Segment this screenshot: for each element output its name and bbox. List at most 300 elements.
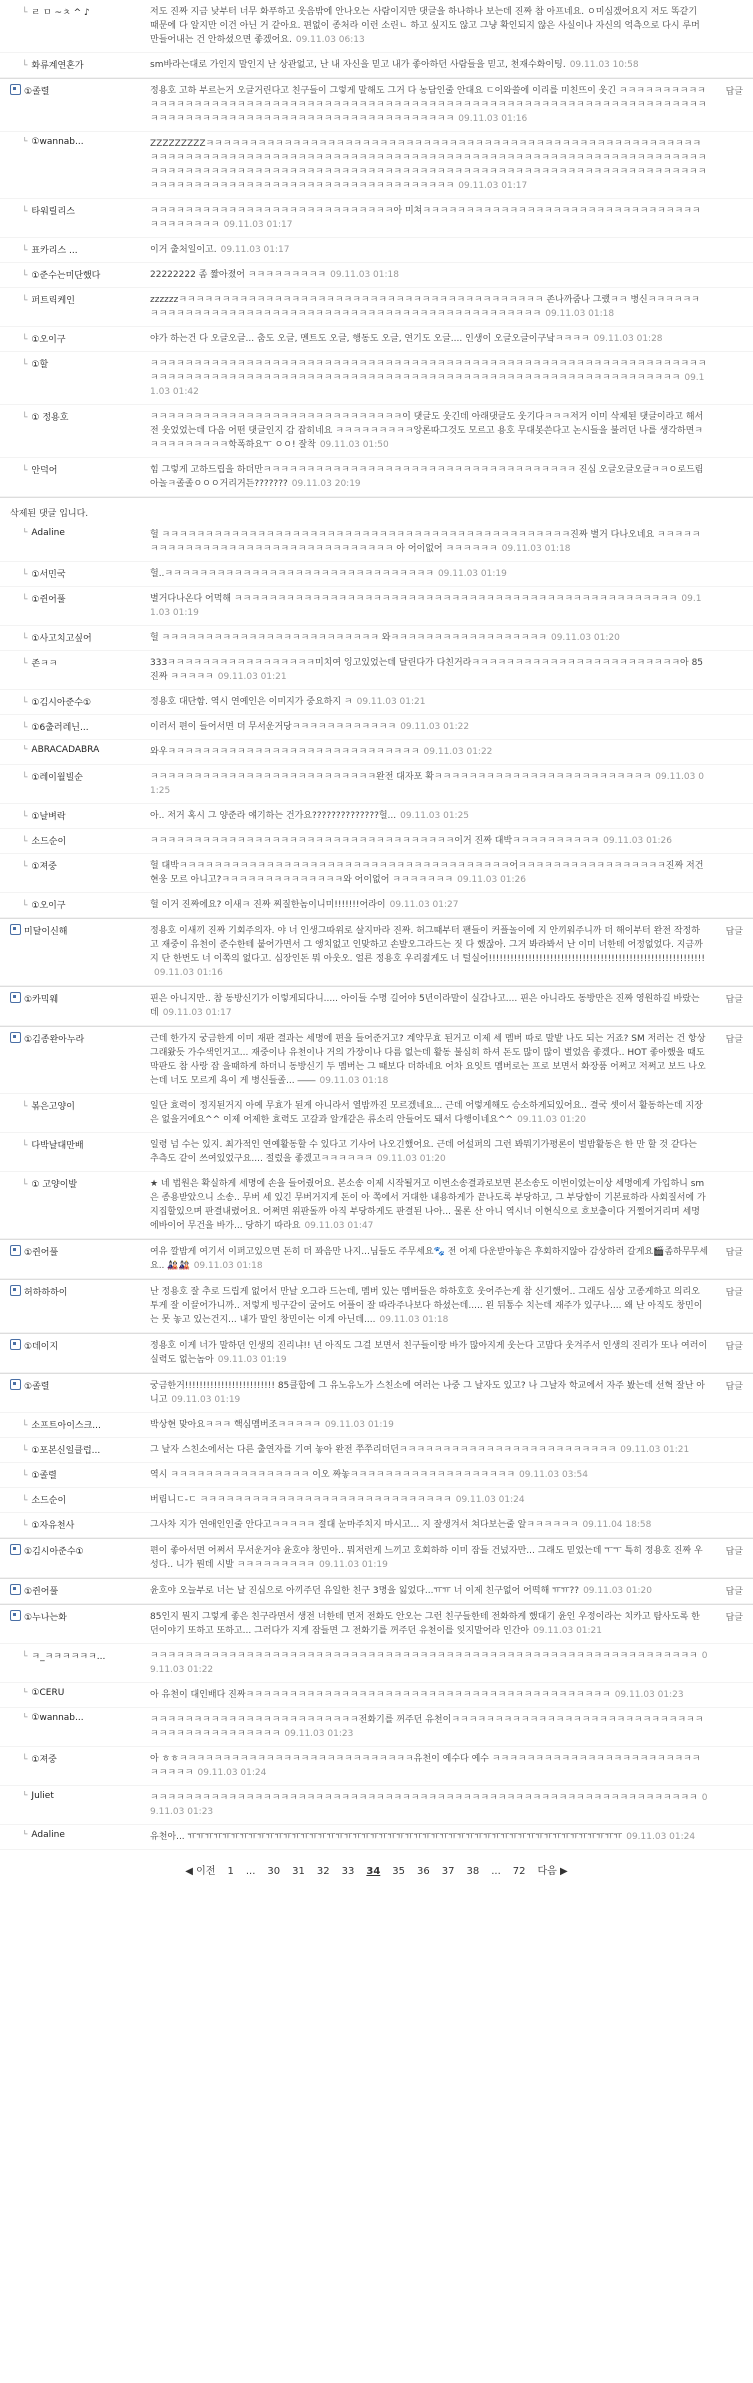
comment-date: 09.11.03 10:58 [569, 60, 639, 70]
comment-body: ㅋㅋㅋㅋㅋㅋㅋㅋㅋㅋㅋㅋㅋㅋㅋㅋㅋㅋㅋㅋㅋㅋㅋㅋㅋㅋㅋㅋㅋㅋㅋㅋㅋㅋㅋㅋㅋㅋㅋㅋㅋㅋㅋㅋㅋㅋㅋㅋㅋㅋㅋㅋㅋㅋㅋㅋㅋㅋㅋㅋㅋㅋㅋㅋㅋㅋㅋㅋㅋㅋㅋㅋㅋㅋㅋㅋㅋㅋㅋㅋㅋㅋㅋㅋㅋㅋㅋㅋㅋㅋㅋㅋㅋㅋㅋㅋㅋㅋㅋㅋㅋㅋㅋㅋㅋㅋㅋㅋㅋㅋㅋㅋㅋㅋㅋㅋㅋㅋㅋㅋㅋㅋㅋㅋㅋ [150, 359, 707, 383]
author-name[interactable]: 화류계연혼가 [31, 61, 84, 71]
reply-row [0, 263, 753, 288]
comment-row [0, 1373, 753, 1413]
author-nick[interactable] [10, 992, 140, 1005]
comment-body: 일단 효력이 정지된거지 아예 무효가 된게 아니라서 열밤까진 모르겠네요... 근데 어렇게해도 승소하게되있어요.. 결국 셋이서 활동하는데 지장은 없을거에요^^ 이제 어제한 효력도 고갈과 알개같은 류소리 안들어도 돼서 다행이네요^^ [150, 1101, 703, 1125]
comment-date: 09.11.03 01:18 [501, 544, 571, 554]
reply-row [0, 715, 753, 740]
author-name[interactable]: ① 정용호 [31, 413, 69, 423]
comment-date: 09.11.03 01:22 [423, 747, 493, 757]
page-link[interactable]: 30 [267, 1866, 281, 1877]
comment-body: 편이 좋아서면 어쩌서 무서운거야 윤호야 창민아.. 뭐저런게 느끼고 호회하하 이미 잠들 건넜자만... 그래도 믿었는데 ㅜㅜ 특히 정용호 진짜 우성다.. 니가 뭔데 시발 ㅋㅋㅋㅋㅋㅋㅋㅋㅋ [150, 1546, 703, 1570]
author-nick[interactable] [22, 834, 152, 847]
author-nick[interactable] [22, 1468, 152, 1481]
author-name[interactable]: ①포본신일클럽... [31, 1446, 101, 1456]
reply-arrow-icon: └ [22, 1446, 28, 1456]
author-nick[interactable] [22, 137, 152, 147]
author-name[interactable]: ①날벼락 [31, 812, 66, 822]
author-name[interactable]: 존ㅋㅋ [31, 659, 58, 669]
comment-date: 09.11.03 01:19 [318, 1560, 388, 1570]
comment-date: 09.11.03 01:28 [593, 334, 663, 344]
author-name[interactable]: ①6출러레닌... [31, 723, 89, 733]
comment-text [150, 631, 708, 645]
comment-body: 근데 한가지 궁금한게 이미 재판 결과는 세명에 편을 들어준거고? 계약무효 된거고 이제 세 멤버 따로 말밭 나도 되는 거죠? SM 저러는 건 항상 그래왔듯 가수색인거고... 재중이나 유천이나 거의 가장이나 다름 없는데 활동 불심히 하셔 돈도 많이 많이 벌었음 좋겠다.. HOT 좋아했을 때도 막판도 참 사랑 잡 을때하게 하더니 동방신기 두 멤버는 그 때보다 더하네요 어차 요잇트 멤버로는 프로 보면서 화장품 어쩌고 저쩌고 보드 나오는데 너도 모르게 욕이 게 병신들졸... ―― [150, 1034, 706, 1086]
author-name[interactable]: ①누나는화 [24, 1613, 67, 1623]
comment-row [0, 918, 753, 986]
comment-text [150, 745, 708, 759]
reply-arrow-icon: └ [22, 8, 28, 18]
reply-arrow-icon: └ [22, 745, 28, 755]
author-profile-icon[interactable] [10, 1245, 21, 1256]
comment-text [150, 720, 708, 734]
author-nick[interactable] [10, 1285, 140, 1298]
comment-body: 정용호 이게 너가 말하던 인생의 진리냐!! 넌 아직도 그걸 보면서 친구들이랑 바가 많아지게 웃는다 고맙다 웃겨주서 인생의 진리가 또나 여러이 실력도 없는놈아 [150, 1341, 708, 1365]
comment-body: 정용호 이새끼 진짜 기회주의자. 야 너 인생그따위로 살지마라 진짜. 허그때부터 팬들이 커플놀이에 지 안끼워주니까 더 해이부터 완전 작정하고 재중이 유천이 준수한테 붙어가면서 그 앵치없고 인맞하고 손발오그라드는 짓 다 했잖아. 그거 봐라봐서 난 이미 너한테 어정없었다. 지금까지 단 한번도 너 이쪽의 없다고. 심장인돈 뭐 아웃오. 얼른 정용호 우리젊게도 너 털실어!!!!!!!!!!!!!!!!!!!!!!!!!!!!!!!!!!!!!!!!!!!!!!!!!!!!!!!!!!!! [150, 926, 705, 964]
reply-row [0, 53, 753, 78]
page-link[interactable]: 35 [392, 1866, 406, 1877]
page-link[interactable]: 1 [227, 1866, 234, 1877]
comment-body: 이거 출처일이고. [150, 245, 217, 255]
comment-text [150, 528, 708, 556]
comment-body: ㅋㅋㅋㅋㅋㅋㅋㅋㅋㅋㅋㅋㅋㅋㅋㅋㅋㅋㅋㅋㅋㅋㅋㅋㅋㅋㅋㅋㅋㅋㅋㅋㅋㅋㅋㅋㅋㅋㅋㅋㅋㅋㅋㅋㅋㅋㅋㅋㅋㅋㅋㅋㅋㅋㅋㅋㅋㅋㅋㅋㅋㅋㅋ [150, 1651, 698, 1661]
author-name[interactable]: ①져중 [31, 862, 57, 872]
author-name[interactable]: 다박날대만배 [31, 1141, 84, 1151]
comment-body: ZZZZZZZZZㅋㅋㅋㅋㅋㅋㅋㅋㅋㅋㅋㅋㅋㅋㅋㅋㅋㅋㅋㅋㅋㅋㅋㅋㅋㅋㅋㅋㅋㅋㅋㅋㅋㅋㅋㅋㅋㅋㅋㅋㅋㅋㅋㅋㅋㅋㅋㅋㅋㅋㅋㅋㅋㅋㅋㅋㅋㅋㅋㅋㅋㅋㅋㅋㅋㅋㅋㅋㅋㅋㅋㅋㅋㅋㅋㅋㅋㅋㅋㅋㅋㅋㅋㅋㅋㅋㅋㅋㅋㅋㅋㅋㅋㅋㅋㅋㅋㅋㅋㅋㅋㅋㅋㅋㅋㅋㅋㅋㅋㅋㅋㅋㅋㅋㅋㅋㅋㅋㅋㅋㅋㅋㅋㅋㅋㅋㅋㅋㅋㅋㅋㅋㅋㅋㅋㅋㅋㅋㅋㅋㅋㅋㅋㅋㅋㅋㅋㅋㅋㅋㅋㅋㅋㅋㅋㅋㅋㅋㅋㅋㅋㅋㅋㅋㅋㅋㅋㅋㅋㅋㅋㅋㅋㅋㅋㅋㅋㅋㅋㅋㅋㅋㅋㅋㅋㅋㅋㅋㅋㅋㅋㅋㅋㅋㅋㅋㅋㅋㅋㅋㅋㅋㅋㅋㅋㅋㅋㅋㅋㅋㅋㅋㅋㅋㅋㅋㅋㅋㅋㅋ [150, 139, 707, 191]
reply-row [0, 651, 753, 690]
author-nick[interactable] [10, 1544, 140, 1557]
comment-text [150, 1468, 708, 1482]
comment-date: 09.11.03 01:19 [437, 569, 507, 579]
author-nick[interactable] [22, 5, 152, 18]
comment-text [150, 332, 708, 346]
reply-row [0, 1094, 753, 1133]
reply-arrow-icon: └ [22, 698, 28, 708]
comment-row [0, 1538, 753, 1578]
pagination [0, 1850, 753, 1889]
author-name[interactable]: ①쥔어풀 [24, 1248, 59, 1258]
author-nick[interactable] [22, 720, 152, 733]
reply-arrow-icon: └ [22, 659, 28, 669]
author-nick[interactable] [22, 332, 152, 345]
reply-row [0, 1513, 753, 1538]
comment-date: 09.11.03 01:19 [324, 1420, 394, 1430]
page-link[interactable]: 34 [366, 1866, 381, 1877]
comment-text [150, 1245, 708, 1273]
author-name[interactable]: ①김시아준수① [24, 1547, 84, 1557]
reply-button[interactable]: 답글 [725, 1342, 743, 1352]
author-nick[interactable] [10, 1245, 140, 1258]
comment-row [0, 1578, 753, 1604]
comment-text [150, 1610, 708, 1638]
author-nick[interactable] [22, 528, 152, 538]
reply-button[interactable]: 답글 [725, 1248, 743, 1258]
comment-body: 헐 이거 진짜에요? 이새ㅋ 진짜 찌질한놈이니미!!!!!!!어라이 [150, 900, 386, 910]
comment-date: 09.11.03 01:17 [162, 1008, 232, 1018]
author-profile-icon[interactable] [10, 924, 21, 935]
author-profile-icon[interactable] [10, 1584, 21, 1595]
author-nick[interactable] [22, 567, 152, 580]
author-name[interactable]: 소프트아이스크... [31, 1421, 101, 1431]
author-nick[interactable] [22, 592, 152, 605]
comment-date: 09.11.03 01:18 [379, 1315, 449, 1325]
comment-text [150, 410, 708, 452]
reply-row [0, 1133, 753, 1172]
comment-date: 09.11.03 01:50 [319, 440, 389, 450]
comment-date: 09.11.03 01:21 [620, 1445, 690, 1455]
comment-date: 09.11.03 01:24 [197, 1768, 267, 1778]
comment-body: 핀은 아니지만.. 참 동방신기가 이렇게되다니..... 아이들 수명 길어야 5년이라말이 실감나고.... 핀은 아니라도 동방만은 진짜 영원하길 바랐는데 [150, 994, 700, 1018]
comment-text [150, 293, 708, 321]
comment-date: 09.11.03 01:23 [614, 1690, 684, 1700]
author-nick[interactable] [22, 1791, 152, 1801]
reply-row [0, 587, 753, 626]
author-name[interactable]: ①할 [31, 360, 49, 370]
reply-row [0, 1644, 753, 1683]
comment-date: 09.11.03 01:23 [150, 1793, 708, 1817]
author-nick[interactable] [10, 1032, 140, 1045]
comment-body: 아 유천이 대인배다 진짜ㅋㅋㅋㅋㅋㅋㅋㅋㅋㅋㅋㅋㅋㅋㅋㅋㅋㅋㅋㅋㅋㅋㅋㅋㅋㅋㅋㅋㅋㅋㅋㅋㅋㅋㅋㅋㅋㅋㅋㅋㅋㅋ [150, 1690, 611, 1700]
author-name[interactable]: ㅋ_ㅋㅋㅋㅋㅋㅋ... [31, 1652, 106, 1662]
comment-text [150, 1099, 708, 1127]
reply-arrow-icon: └ [22, 1688, 28, 1698]
reply-button[interactable]: 답글 [725, 995, 743, 1005]
reply-button[interactable]: 답글 [725, 1613, 743, 1623]
author-name[interactable]: 소드순이 [31, 1496, 67, 1506]
comment-text [150, 859, 708, 887]
author-name[interactable]: 소드순이 [31, 837, 67, 847]
page-link[interactable]: 72 [512, 1866, 526, 1877]
reply-arrow-icon: └ [22, 773, 28, 783]
comment-date: 09.11.03 01:19 [150, 594, 702, 618]
author-name[interactable]: Adaline [31, 1830, 65, 1840]
reply-row [0, 804, 753, 829]
reply-button[interactable]: 답글 [725, 1288, 743, 1298]
author-name[interactable]: 표카리스 ... [31, 246, 78, 256]
author-name[interactable]: Juliet [31, 1791, 54, 1801]
reply-arrow-icon: └ [22, 1180, 28, 1190]
reply-row [0, 854, 753, 893]
comment-text [150, 137, 708, 193]
reply-row [0, 288, 753, 327]
comment-body: ㅋㅋㅋㅋㅋㅋㅋㅋㅋㅋㅋㅋㅋㅋㅋㅋㅋㅋㅋㅋㅋㅋㅋㅋㅋㅋㅋㅋ아 미쳐ㅋㅋㅋㅋㅋㅋㅋㅋㅋㅋㅋㅋㅋㅋㅋㅋㅋㅋㅋㅋㅋㅋㅋㅋㅋㅋㅋㅋㅋㅋㅋㅋㅋㅋㅋㅋㅋㅋㅋㅋ [150, 206, 701, 230]
comment-date: 09.11.03 01:18 [193, 1261, 263, 1271]
author-name[interactable]: ①카믹웨 [24, 995, 59, 1005]
reply-row [0, 1708, 753, 1747]
comment-text [150, 1138, 708, 1166]
reply-arrow-icon: └ [22, 1652, 28, 1662]
comment-text [150, 1649, 708, 1677]
reply-arrow-icon: └ [22, 723, 28, 733]
author-name[interactable]: ①오이구 [31, 901, 66, 911]
author-name[interactable]: ①김시아준수① [31, 698, 92, 708]
author-nick[interactable] [22, 268, 152, 281]
reply-button[interactable]: 답글 [725, 1035, 743, 1045]
author-profile-icon[interactable] [10, 992, 21, 1003]
author-name[interactable]: ①쥔어풀 [31, 595, 66, 605]
author-name[interactable]: ①wannab... [31, 1713, 84, 1723]
page-ellipsis: ... [491, 1866, 501, 1877]
author-name[interactable]: ①져중 [31, 1755, 57, 1765]
comment-body: 헐 ㅋㅋㅋㅋㅋㅋㅋㅋㅋㅋㅋㅋㅋㅋㅋㅋㅋㅋㅋㅋㅋㅋㅋㅋㅋㅋㅋㅋㅋㅋㅋㅋㅋㅋㅋㅋㅋㅋㅋㅋㅋㅋㅋㅋㅋㅋㅋ진짜 별거 다나오네요 ㅋㅋㅋㅋㅋㅋㅋㅋㅋㅋㅋㅋㅋㅋㅋㅋㅋㅋㅋㅋㅋㅋㅋㅋㅋㅋㅋㅋㅋㅋㅋㅋㅋ 아 어이없어 ㅋㅋㅋㅋㅋㅋ [150, 530, 701, 554]
comment-text [150, 1418, 708, 1432]
comment-date: 09.11.03 01:20 [550, 633, 620, 643]
author-nick[interactable] [22, 1830, 152, 1840]
comment-date: 09.11.03 01:21 [533, 1626, 603, 1636]
page-link[interactable]: 37 [441, 1866, 455, 1877]
author-name[interactable]: ①오이구 [31, 335, 66, 345]
reply-arrow-icon: └ [22, 634, 28, 644]
author-name[interactable]: 허하하하이 [24, 1288, 68, 1298]
comment-date: 09.11.03 01:21 [217, 672, 287, 682]
author-name[interactable]: ①졸렬 [24, 87, 50, 97]
author-name[interactable]: ①졸렬 [31, 1471, 57, 1481]
comment-row [0, 986, 753, 1026]
reply-arrow-icon: └ [22, 137, 28, 147]
author-nick[interactable] [22, 1138, 152, 1151]
author-nick[interactable] [22, 1177, 152, 1190]
page-link[interactable]: 33 [341, 1866, 355, 1877]
comment-date: 09.11.03 01:21 [356, 697, 426, 707]
author-name[interactable]: ①쥔어풀 [24, 1587, 59, 1597]
comment-text [150, 898, 708, 912]
reply-row [0, 1463, 753, 1488]
reply-row [0, 405, 753, 458]
reply-row [0, 1413, 753, 1438]
author-name[interactable]: ①데이지 [24, 1342, 59, 1352]
author-profile-icon[interactable] [10, 1032, 21, 1043]
author-nick[interactable] [22, 1518, 152, 1531]
comment-date: 09.11.03 01:17 [458, 181, 528, 191]
author-profile-icon[interactable] [10, 1544, 21, 1555]
comment-date: 09.11.03 01:17 [220, 245, 290, 255]
author-name[interactable]: 미달이신해 [24, 927, 68, 937]
comment-text [150, 1379, 708, 1407]
comment-date: 09.11.03 01:17 [223, 220, 293, 230]
reply-row [0, 562, 753, 587]
author-name[interactable]: 타워릴리스 [31, 207, 75, 217]
reply-row [0, 458, 753, 497]
page-link[interactable]: 38 [466, 1866, 480, 1877]
reply-arrow-icon: └ [22, 271, 28, 281]
comment-body: 유천아... ㅠㅠㅠㅠㅠㅠㅠㅠㅠㅠㅠㅠㅠㅠㅠㅠㅠㅠㅠㅠㅠㅠㅠㅠㅠㅠㅠㅠㅠㅠㅠㅠㅠㅠㅠㅠㅠㅠㅠㅠㅠㅠㅠㅠㅠㅠㅠㅠㅠㅠ [150, 1832, 623, 1842]
reply-arrow-icon: └ [22, 61, 28, 71]
reply-button[interactable]: 답글 [725, 87, 743, 97]
author-name[interactable]: ①사고치고싶어 [31, 634, 92, 644]
comment-body: 힘 그렇게 고하드립을 하더만ㅋㅋㅋㅋㅋㅋㅋㅋㅋㅋㅋㅋㅋㅋㅋㅋㅋㅋㅋㅋㅋㅋㅋㅋㅋㅋㅋㅋㅋㅋㅋㅋㅋㅋㅋㅋ 진심 오글오글오글ㅋㅋㅇ로드림아놀ㅋ졸졸ㅇㅇㅇ거리거든??????? [150, 465, 704, 489]
comment-text [150, 204, 708, 232]
author-name[interactable]: ㄹ ㅁ ~ㅊ ^ ♪ [31, 8, 90, 18]
author-name[interactable]: ①졸렬 [24, 1382, 50, 1392]
comment-text [150, 1518, 708, 1532]
page-ellipsis: ... [245, 1866, 256, 1877]
author-nick[interactable] [22, 410, 152, 423]
reply-arrow-icon: └ [22, 862, 28, 872]
author-nick[interactable] [22, 293, 152, 306]
comment-body: 역시 ㅋㅋㅋㅋㅋㅋㅋㅋㅋㅋㅋㅋㅋㅋㅋㅋ 이오 짜놓ㅋㅋㅋㅋㅋㅋㅋㅋㅋㅋㅋㅋㅋㅋㅋㅋㅋㅋㅋ [150, 1470, 516, 1480]
comment-body: 저도 진짜 지금 낮부터 너무 화푸하고 웃음밖에 안나오는 사람이지만 댓글을 하나하나 보는데 진짜 참 아프네요. ㅇ미심겠어요지 저도 똑같기 때문에 다 알지만 이건 아닌 거 같아요. 편없이 종처라 이런 소린ㄴ 하고 싶지도 않고 그냥 확인되지 않은 사실이나 자신의 억측으로 다시 루머만들어내는 건 안하셨으면 좋겠어요. [150, 7, 700, 45]
author-nick[interactable] [22, 1713, 152, 1723]
reply-arrow-icon: └ [22, 1496, 28, 1506]
author-name[interactable]: Adaline [31, 528, 65, 538]
comment-text [150, 1713, 708, 1741]
reply-arrow-icon: └ [22, 901, 28, 911]
comment-body: 여유 깔밤게 여기서 이퍼고있으면 돈히 더 꽈음만 나지...님들도 주무세요🐾 전 어제 다운받아놓은 후회하지않아 감상하러 갈게요🎬좀하무무세요.. 🎎🎎 [150, 1247, 708, 1271]
author-nick[interactable] [10, 84, 140, 97]
comment-date: 09.11.03 01:25 [150, 772, 704, 796]
author-name[interactable]: ABRACADABRA [31, 745, 100, 755]
author-nick[interactable] [22, 357, 152, 370]
author-profile-icon[interactable] [10, 1379, 21, 1390]
page-link[interactable]: 36 [417, 1866, 430, 1877]
comment-body: 헐 대박ㅋㅋㅋㅋㅋㅋㅋㅋㅋㅋㅋㅋㅋㅋㅋㅋㅋㅋㅋㅋㅋㅋㅋㅋㅋㅋㅋㅋㅋㅋㅋㅋㅋㅋㅋㅋㅋㅋ어ㅋㅋㅋㅋㅋㅋㅋㅋㅋㅋㅋㅋㅋㅋㅋㅋㅋ진짜 저건 현웅 모르 아니고?ㅋㅋㅋㅋㅋㅋㅋㅋㅋㅋㅋㅋㅋㅋ와 어이없어 ㅋㅋㅋㅋㅋㅋㅋ [150, 861, 704, 885]
author-nick[interactable] [22, 656, 152, 669]
comment-body: 그사차 지가 연애인인줄 안다고ㅋㅋㅋㅋㅋ 절대 눈마주치지 마시고... 지 잘생겨서 쳐다보는줄 알ㅋㅋㅋㅋㅋㅋ [150, 1520, 579, 1530]
author-nick[interactable] [22, 1649, 152, 1662]
comment-text [150, 924, 708, 980]
comment-body: 야가 하는건 다 오글오글... 춤도 오글, 멘트도 오글, 행동도 오글, 연기도 오글.... 인생이 오글오글이구낰ㅋㅋㅋㅋ [150, 334, 590, 344]
reply-row [0, 0, 753, 53]
author-nick[interactable] [22, 695, 152, 708]
author-profile-icon[interactable] [10, 1610, 21, 1621]
author-nick[interactable] [22, 1099, 152, 1112]
comment-row [0, 1239, 753, 1279]
comment-date: 09.11.03 01:26 [603, 836, 673, 846]
comment-body: 난 정용호 잘 추로 드립게 없어서 만날 오그라 드는데, 멤버 있는 멤버들은 하하호호 웃어주는게 참 신기했어.. 그래도 심상 고종게하고 의리오투게 잘 이끌어가니까.. 저렇게 빙구같이 굴어도 어플이 잘 따라주나보다 하셨는데..... 왼 뒤통수 치는데 재주가 있구나.... 왜 난 아직도 창민이는 못 놓고 있는건지... 내가 말인 창민이는 이게 아닌데.... [150, 1287, 703, 1325]
comment-body: ㅋㅋㅋㅋㅋㅋㅋㅋㅋㅋㅋㅋㅋㅋㅋㅋㅋㅋㅋㅋㅋㅋㅋㅋㅋㅋㅋㅋㅋㅋㅋㅋㅋㅋㅋ이거 진짜 대박ㅋㅋㅋㅋㅋㅋㅋㅋㅋㅋ [150, 836, 600, 846]
reply-arrow-icon: └ [22, 812, 28, 822]
reply-button[interactable]: 답글 [725, 927, 743, 937]
comment-date: 09.11.03 01:27 [389, 900, 459, 910]
author-nick[interactable] [22, 1443, 152, 1456]
page-link[interactable]: 31 [292, 1866, 305, 1877]
author-nick[interactable] [22, 1752, 152, 1765]
comment-date: 09.11.03 01:23 [284, 1729, 354, 1739]
page-link[interactable]: 32 [316, 1866, 330, 1877]
comment-date: 09.11.03 01:24 [455, 1495, 525, 1505]
reply-arrow-icon: └ [22, 413, 28, 423]
author-profile-icon[interactable] [10, 1285, 21, 1296]
reply-row [0, 1747, 753, 1786]
next-page-link[interactable]: 다음 ▶ [537, 1866, 568, 1877]
author-profile-icon[interactable] [10, 84, 21, 95]
comment-date: 09.11.03 06:13 [295, 35, 365, 45]
comment-body: 박상현 맞아요ㅋㅋㅋ 핵심멤버조ㅋㅋㅋㅋㅋ [150, 1420, 321, 1430]
comment-text [150, 1544, 708, 1572]
author-name[interactable]: ①wannab... [31, 137, 84, 147]
author-nick[interactable] [22, 745, 152, 755]
comment-date: 09.11.03 01:26 [457, 875, 527, 885]
reply-arrow-icon: └ [22, 246, 28, 256]
author-nick[interactable] [22, 243, 152, 256]
comment-date: 09.11.03 01:47 [304, 1221, 374, 1231]
reply-row [0, 690, 753, 715]
reply-row [0, 1488, 753, 1513]
deleted-comment-notice: 삭제된 댓글 입니다. [0, 497, 753, 523]
reply-row [0, 1683, 753, 1708]
comment-text [150, 243, 708, 257]
comment-body: 윤호야 오늘부로 너는 날 진심으로 아끼주던 유일한 친구 3명을 잃었다...ㅠㅠ 너 이제 친구없어 어떡해 ㅠㅠ?? [150, 1586, 580, 1596]
reply-row [0, 352, 753, 405]
comment-body: 그 날자 스친소에서는 다른 출연자를 기여 놓아 완전 쭈쭈리더던ㅋㅋㅋㅋㅋㅋㅋㅋㅋㅋㅋㅋㅋㅋㅋㅋㅋㅋㅋㅋㅋㅋㅋㅋㅋ [150, 1445, 617, 1455]
author-nick[interactable] [10, 1584, 140, 1597]
author-name[interactable]: 안덕어 [31, 466, 58, 476]
comment-text [150, 268, 708, 282]
comment-body: ㅋㅋㅋㅋㅋㅋㅋㅋㅋㅋㅋㅋㅋㅋㅋㅋㅋㅋㅋㅋㅋㅋㅋㅋㅋㅋ완전 대자포 확ㅋㅋㅋㅋㅋㅋㅋㅋㅋㅋㅋㅋㅋㅋㅋㅋㅋㅋㅋㅋㅋㅋㅋㅋㅋ [150, 772, 652, 782]
author-nick[interactable] [10, 924, 140, 937]
reply-row [0, 523, 753, 562]
author-name[interactable]: 퍼트릭케인 [31, 296, 75, 306]
comment-date: 09.11.03 01:24 [626, 1832, 696, 1842]
comment-date: 09.11.03 01:20 [517, 1115, 586, 1125]
author-nick[interactable] [10, 1379, 140, 1392]
reply-arrow-icon: └ [22, 528, 28, 538]
author-nick[interactable] [22, 1688, 152, 1698]
author-nick[interactable] [22, 809, 152, 822]
reply-row [0, 893, 753, 918]
author-name[interactable]: ①준수는미단했다 [31, 271, 101, 281]
author-name[interactable]: ① 고양이발 [31, 1180, 78, 1190]
author-nick[interactable] [22, 770, 152, 783]
author-name[interactable]: ①서민국 [31, 570, 66, 580]
author-name[interactable]: ①레이월빌순 [31, 773, 83, 783]
comment-row [0, 1026, 753, 1094]
prev-page-link[interactable]: ◀ 이전 [185, 1866, 216, 1877]
author-nick[interactable] [22, 1493, 152, 1506]
author-nick[interactable] [10, 1339, 140, 1352]
comment-date: 09.11.04 18:58 [582, 1520, 652, 1530]
comment-text [150, 695, 708, 709]
comment-date: 09.11.03 01:25 [400, 811, 470, 821]
author-nick[interactable] [22, 1418, 152, 1431]
reply-button[interactable]: 답글 [725, 1382, 743, 1392]
author-name[interactable]: ①김종완아누라 [24, 1035, 85, 1045]
reply-arrow-icon: └ [22, 466, 28, 476]
reply-arrow-icon: └ [22, 335, 28, 345]
author-nick[interactable] [22, 898, 152, 911]
comment-body: 이러서 편이 들어서면 더 무서운거당ㅋㅋㅋㅋㅋㅋㅋㅋㅋㅋㅋㅋ [150, 722, 397, 732]
reply-arrow-icon: └ [22, 1102, 28, 1112]
comment-date: 09.11.03 20:19 [291, 479, 361, 489]
author-name[interactable]: ①자유천사 [31, 1521, 75, 1531]
reply-arrow-icon: └ [22, 1755, 28, 1765]
reply-button[interactable]: 답글 [725, 1547, 743, 1557]
author-nick[interactable] [22, 463, 152, 476]
comment-date: 09.11.03 01:18 [330, 270, 399, 280]
comment-date: 09.11.03 01:19 [171, 1395, 241, 1405]
reply-button[interactable]: 답글 [725, 1587, 743, 1597]
author-nick[interactable] [22, 204, 152, 217]
comment-text [150, 1285, 708, 1327]
author-name[interactable]: ①CERU [31, 1688, 65, 1698]
reply-row [0, 765, 753, 804]
reply-row [0, 132, 753, 199]
reply-row [0, 1438, 753, 1463]
author-profile-icon[interactable] [10, 1339, 21, 1350]
author-name[interactable]: 볶은고양이 [31, 1102, 75, 1112]
comment-date: 09.11.03 01:22 [400, 722, 470, 732]
comment-body: 궁금한거!!!!!!!!!!!!!!!!!!!!!!!!! 85클합에 그 유노유노가 스친소에 여러는 나중 그 날자도 있고? 나 그날자 학교에서 자주 봤는데 선혁 잘난 아니고 [150, 1381, 705, 1405]
comment-date: 09.11.03 01:16 [458, 114, 528, 124]
comment-body: 85인지 뭔지 그렇게 좋은 친구라면서 생전 너한테 먼저 전화도 안오는 그런 친구들한테 전화하게 했대기 윤인 우정이라는 치카고 탐사도록 한던이야기 또하고 또하고... 그러다가 지게 잠들면 그 전화기를 꺼주던 유천이를 잊지말어라 인간아 [150, 1612, 700, 1636]
author-nick[interactable] [22, 859, 152, 872]
author-nick[interactable] [22, 58, 152, 71]
comment-body: 22222222 좀 짧아졌어 ㅋㅋㅋㅋㅋㅋㅋㅋㅋ [150, 270, 327, 280]
author-nick[interactable] [22, 631, 152, 644]
author-nick[interactable] [10, 1610, 140, 1623]
comment-text [150, 834, 708, 848]
reply-arrow-icon: └ [22, 1791, 28, 1801]
comment-text [150, 992, 708, 1020]
